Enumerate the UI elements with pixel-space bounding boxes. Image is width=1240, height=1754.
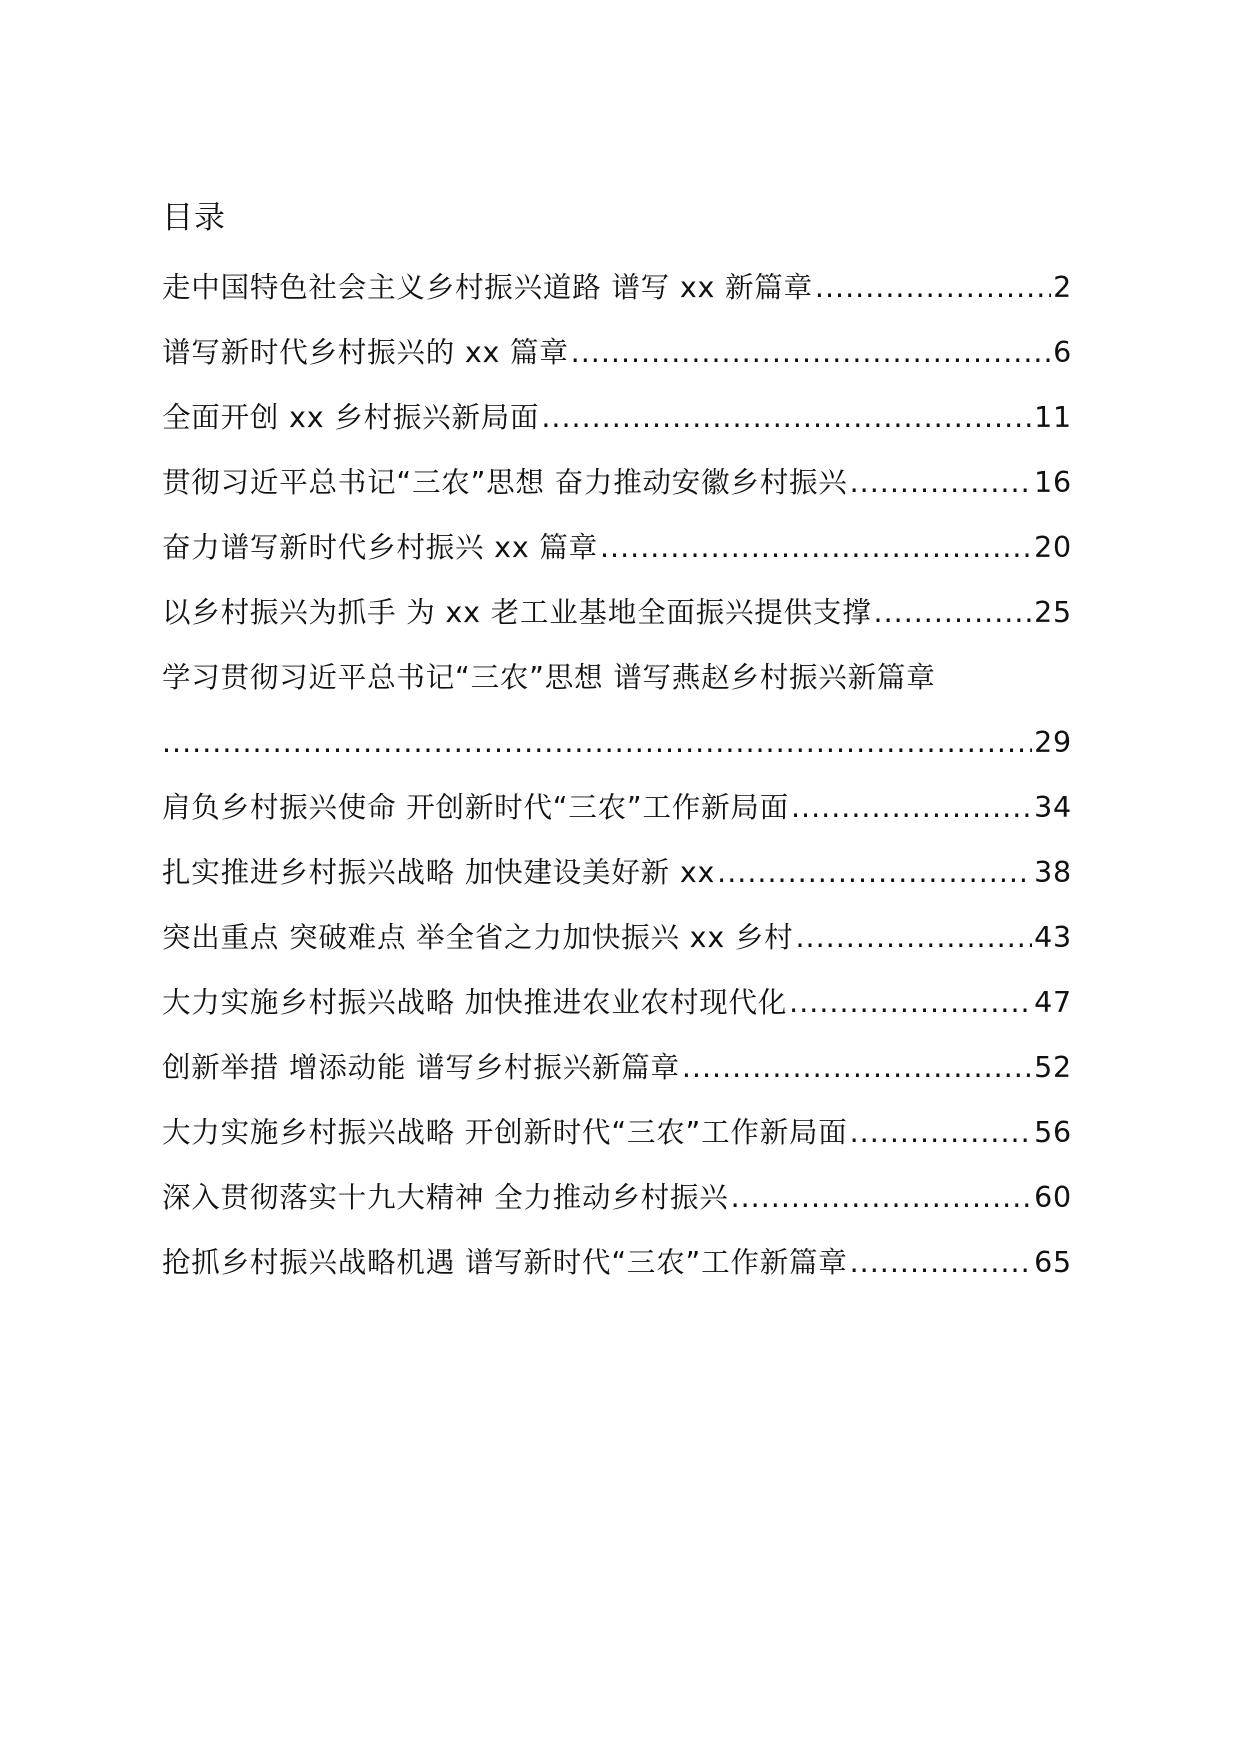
toc-page-number: 47 (1034, 986, 1072, 1019)
toc-page-number: 52 (1034, 1051, 1072, 1084)
toc-entry[interactable] (162, 853, 1072, 918)
toc-entry-title: 肩负乡村振兴使命 开创新时代“三农”工作新局面 (162, 791, 789, 824)
dot-leader (795, 918, 1032, 958)
toc-page-number: 16 (1034, 466, 1072, 499)
toc-page-number: 2 (1053, 271, 1072, 304)
dot-leader (850, 1113, 1033, 1153)
toc-entry[interactable] (162, 918, 1072, 983)
toc-entry[interactable] (162, 983, 1072, 1048)
toc-entry-title: 创新举措 增添动能 谱写乡村振兴新篇章 (162, 1051, 680, 1084)
toc-page-number: 20 (1034, 531, 1072, 564)
dot-leader (850, 463, 1033, 503)
toc-entry-title: 扎实推进乡村振兴战略 加快建设美好新 xx (162, 856, 716, 889)
toc-page-number: 56 (1034, 1116, 1072, 1149)
toc-entry-title: 大力实施乡村振兴战略 开创新时代“三农”工作新局面 (162, 1116, 848, 1149)
toc-page-number: 25 (1034, 596, 1072, 629)
dot-leader (791, 788, 1032, 828)
toc-entry-title: 抢抓乡村振兴战略机遇 谱写新时代“三农”工作新篇章 (162, 1246, 848, 1279)
dot-leader (731, 1178, 1033, 1218)
dot-leader (541, 398, 1032, 438)
toc-entry[interactable] (162, 268, 1072, 333)
toc-entry-title: 深入贯彻落实十九大精神 全力推动乡村振兴 (162, 1181, 729, 1214)
dot-leader (162, 723, 1032, 763)
dot-leader (571, 333, 1051, 373)
dot-leader (717, 853, 1032, 893)
toc-page-number: 43 (1034, 921, 1072, 954)
dot-leader (682, 1048, 1032, 1088)
toc-entry[interactable] (162, 1113, 1072, 1178)
dot-leader (874, 593, 1033, 633)
toc-entry[interactable] (162, 658, 1072, 788)
toc-entry-title: 贯彻习近平总书记“三农”思想 奋力推动安徽乡村振兴 (162, 466, 848, 499)
toc-entry[interactable] (162, 788, 1072, 853)
toc-entry-title: 突出重点 突破难点 举全省之力加快振兴 xx 乡村 (162, 921, 794, 954)
toc-entry[interactable] (162, 593, 1072, 658)
toc-page-number: 6 (1053, 336, 1072, 369)
toc-entry-title: 大力实施乡村振兴战略 加快推进农业农村现代化 (162, 986, 788, 1019)
toc-entry[interactable] (162, 398, 1072, 463)
dot-leader (789, 983, 1032, 1023)
toc-page-number: 60 (1034, 1181, 1072, 1214)
toc-entry-title: 谱写新时代乡村振兴的 xx 篇章 (162, 336, 569, 369)
toc-entry[interactable] (162, 528, 1072, 593)
toc-entry-title: 全面开创 xx 乡村振兴新局面 (162, 401, 540, 434)
toc-entry-title: 学习贯彻习近平总书记“三农”思想 谱写燕赵乡村振兴新篇章 (162, 661, 936, 694)
table-of-contents (162, 268, 1072, 1308)
dot-leader (600, 528, 1032, 568)
toc-entry-title: 走中国特色社会主义乡村振兴道路 谱写 xx 新篇章 (162, 271, 813, 304)
toc-entry[interactable] (162, 333, 1072, 398)
toc-entry-continuation (162, 723, 1072, 788)
toc-entry-title: 奋力谱写新时代乡村振兴 xx 篇章 (162, 531, 598, 564)
toc-title: 目录 (162, 200, 226, 236)
toc-page-number: 34 (1034, 791, 1072, 824)
dot-leader (815, 268, 1051, 308)
toc-entry-title: 以乡村振兴为抓手 为 xx 老工业基地全面振兴提供支撑 (162, 596, 872, 629)
toc-page-number: 11 (1034, 401, 1072, 434)
toc-page-number: 29 (1034, 726, 1072, 759)
toc-page-number: 65 (1034, 1246, 1072, 1279)
toc-page-number: 38 (1034, 856, 1072, 889)
dot-leader (850, 1243, 1033, 1283)
toc-entry[interactable] (162, 1048, 1072, 1113)
toc-entry[interactable] (162, 463, 1072, 528)
toc-entry[interactable] (162, 1178, 1072, 1243)
toc-entry[interactable] (162, 1243, 1072, 1308)
